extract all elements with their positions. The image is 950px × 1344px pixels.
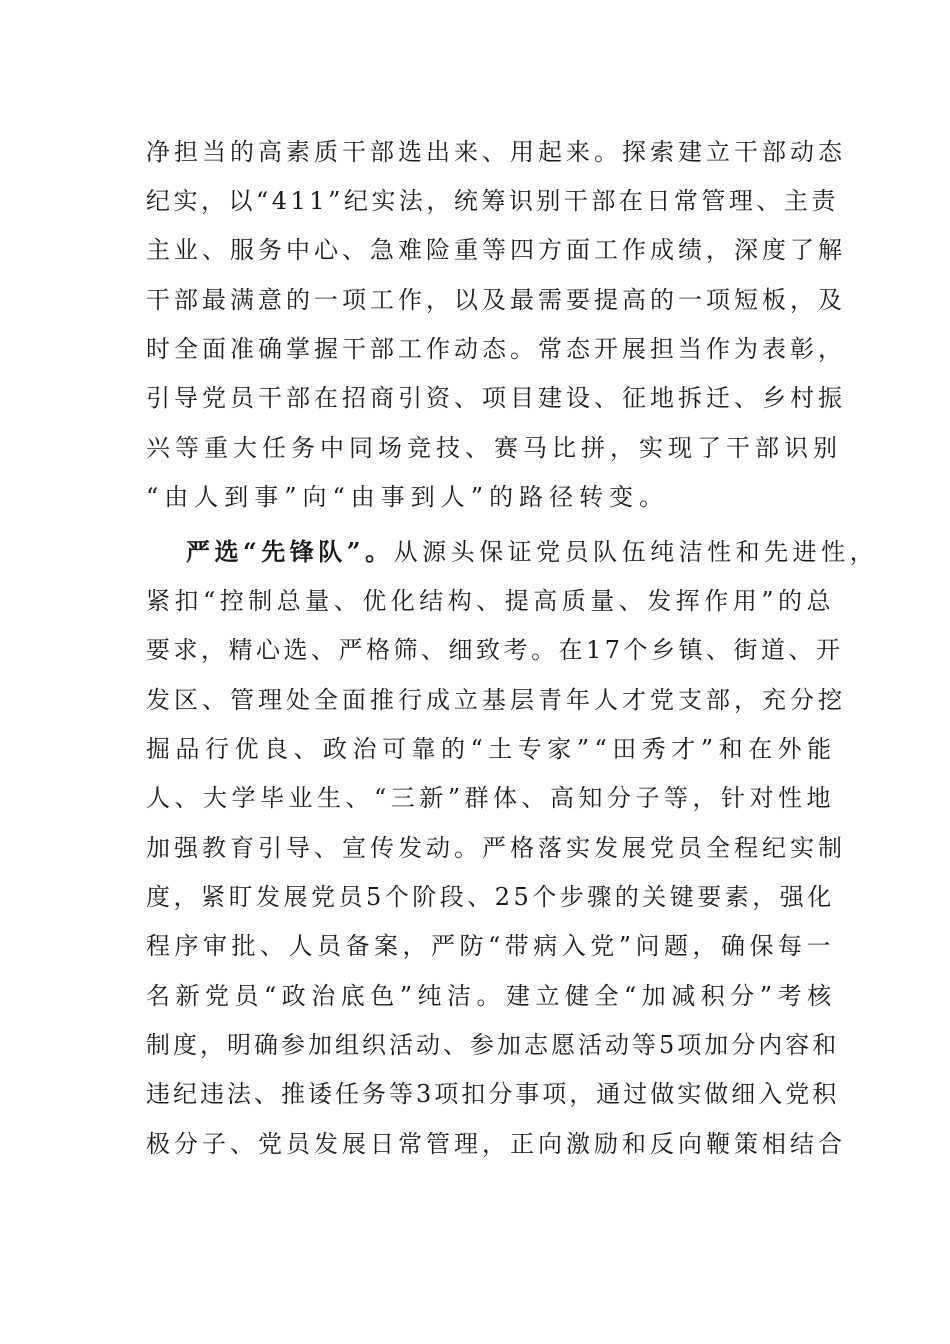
paragraph-1-line-2: 纪实，以“411”纪实法，统筹识别干部在日常管理、主责	[146, 187, 839, 215]
paragraph-1-line-1: 净担当的高素质干部选出来、用起来。探索建立干部动态	[146, 138, 846, 166]
paragraph-1-line-7: 兴等重大任务中同场竞技、赛马比拼，实现了干部识别	[146, 434, 842, 462]
paragraph-2-heading: 严选“先锋队”。	[186, 537, 394, 566]
paragraph-1-line-8: “由人到事”向“由事到人”的路径转变。	[146, 483, 670, 511]
paragraph-1-line-3: 主业、服务中心、急难险重等四方面工作成绩，深度了解	[146, 236, 846, 264]
paragraph-1-line-6: 引导党员干部在招商引资、项目建设、征地拆迁、乡村振	[146, 384, 846, 412]
paragraph-2-line-4: 发区、管理处全面推行成立基层青年人才党支部，充分挖	[146, 686, 846, 714]
paragraph-2-line-9: 程序审批、人员备案，严防“带病入党”问题，确保每一	[146, 932, 836, 960]
paragraph-2-line-12: 违纪违法、推诿任务等3项扣分事项，通过做实做细入党积	[146, 1080, 840, 1108]
paragraph-2-line-7: 加强教育引导、宣传发动。严格落实发展党员全程纪实制	[146, 834, 846, 862]
paragraph-1-line-4: 干部最满意的一项工作，以及最需要提高的一项短板，及	[146, 286, 846, 314]
paragraph-1-line-5: 时全面准确掌握干部工作动态。常态开展担当作为表彰，	[146, 335, 846, 363]
paragraph-2-line-3: 要求，精心选、严格筛、细致考。在17个乡镇、街道、开	[146, 636, 844, 664]
paragraph-2-line-6: 人、大学毕业生、“三新”群体、高知分子等，针对性地	[146, 784, 836, 812]
paragraph-2-line-2: 紧扣“控制总量、优化结构、提高质量、发挥作用”的总	[146, 587, 836, 615]
paragraph-2-line-10: 名新党员“政治底色”纯洁。建立健全“加减积分”考核	[146, 982, 837, 1010]
paragraph-2-first-line-text: 从源头保证党员队伍纯洁性和先进性，	[393, 538, 879, 566]
paragraph-2-first-line	[186, 532, 886, 572]
paragraph-2-line-8: 度，紧盯发展党员5个阶段、25个步骤的关键要素，强化	[146, 883, 835, 911]
paragraph-2-line-5: 掘品行优良、政治可靠的“土专家”“田秀才”和在外能	[146, 735, 837, 763]
paragraph-2-line-13: 极分子、党员发展日常管理，正向激励和反向鞭策相结合	[146, 1130, 846, 1158]
paragraph-2-line-11: 制度，明确参加组织活动、参加志愿活动等5项加分内容和	[146, 1031, 840, 1059]
